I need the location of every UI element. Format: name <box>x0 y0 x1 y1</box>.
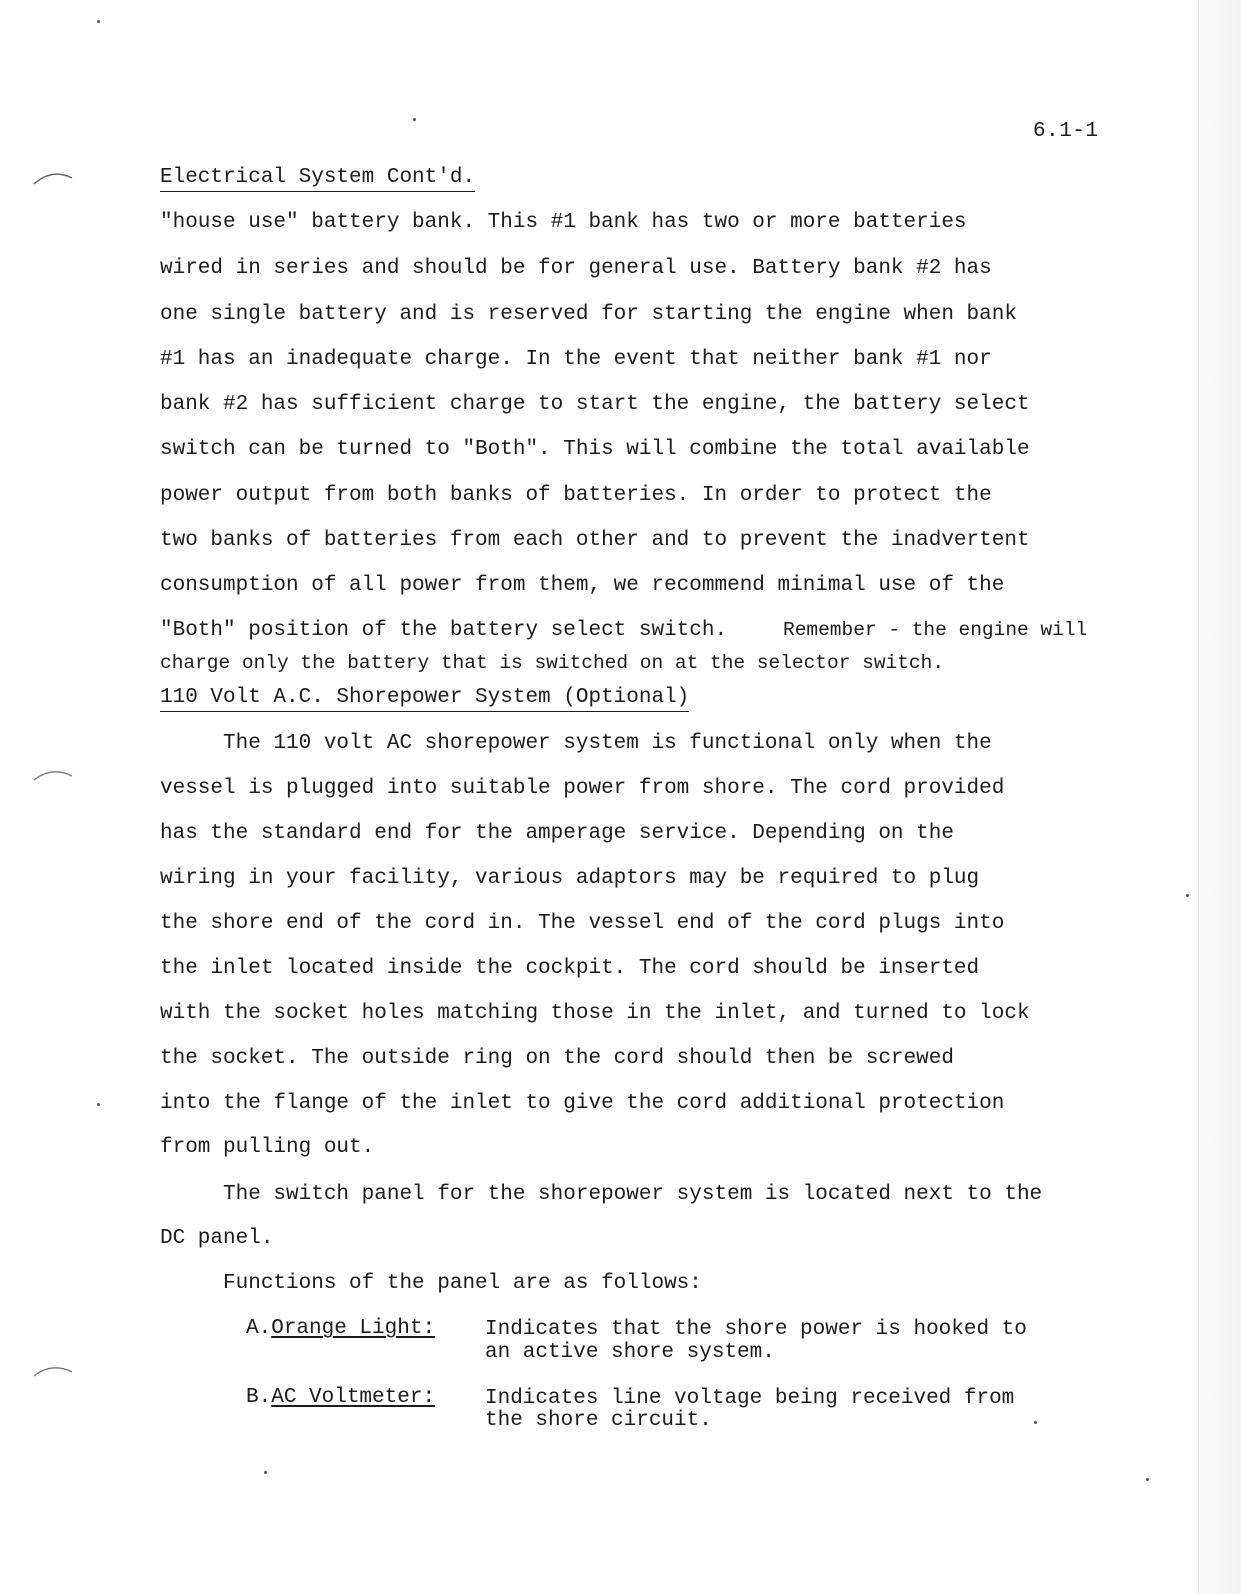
body-line-inserted: Remember - the engine will <box>783 619 1088 641</box>
body-line: has the standard end for the amperage service. Depending on the <box>160 822 954 845</box>
punch-hole-mark-middle <box>32 766 74 796</box>
body-line-inserted: charge only the battery that is switched on at the selector switch. <box>160 652 945 674</box>
body-line: #1 has an inadequate charge. In the event that neither bank #1 nor <box>160 348 992 371</box>
body-line: with the socket holes matching those in the inlet, and turned to lock <box>160 1002 1030 1025</box>
section-heading-shorepower-system: 110 Volt A.C. Shorepower System (Optional) <box>160 686 689 712</box>
body-line: The switch panel for the shorepower system is located next to the <box>160 1183 1043 1206</box>
punch-hole-mark-bottom <box>32 1362 74 1392</box>
function-item-a-desc: an active shore system. <box>485 1341 775 1364</box>
body-line: bank #2 has sufficient charge to start the engine, the battery select <box>160 393 1030 416</box>
function-item-a-desc: Indicates that the shore power is hooked to <box>485 1318 1027 1341</box>
function-item-b-label <box>246 1386 435 1410</box>
body-line: wiring in your facility, various adaptors may be required to plug <box>160 867 980 890</box>
item-prefix: B. <box>246 1386 272 1409</box>
body-line: "house use" battery bank. This #1 bank has two or more batteries <box>160 211 967 234</box>
function-item-a-label <box>246 1317 435 1341</box>
scan-speck <box>1146 1478 1149 1481</box>
body-line: one single battery and is reserved for starting the engine when bank <box>160 303 1017 326</box>
page-number: 6.1-1 <box>1033 120 1099 143</box>
scanned-page-edge <box>1198 0 1241 1594</box>
body-line: the shore end of the cord in. The vessel end of the cord plugs into <box>160 912 1005 935</box>
scan-speck <box>1034 1421 1037 1424</box>
scan-speck <box>1186 894 1189 897</box>
body-line: the socket. The outside ring on the cord should then be screwed <box>160 1047 954 1070</box>
body-line: from pulling out. <box>160 1136 375 1159</box>
body-line: wired in series and should be for general use. Battery bank #2 has <box>160 257 992 280</box>
body-line: The 110 volt AC shorepower system is functional only when the <box>160 732 992 755</box>
scan-speck <box>413 118 416 121</box>
punch-hole-mark-top <box>32 168 74 198</box>
body-line: power output from both banks of batteries. In order to protect the <box>160 484 992 507</box>
functions-intro: Functions of the panel are as follows: <box>160 1272 702 1295</box>
body-line: vessel is plugged into suitable power from shore. The cord provided <box>160 777 1005 800</box>
scan-speck <box>264 1471 267 1474</box>
body-line: two banks of batteries from each other and to prevent the inadvertent <box>160 529 1030 552</box>
body-line: the inlet located inside the cockpit. The cord should be inserted <box>160 957 980 980</box>
scan-speck <box>97 1103 100 1106</box>
body-line: "Both" position of the battery select switch. <box>160 619 728 642</box>
body-line: DC panel. <box>160 1227 274 1250</box>
body-line: consumption of all power from them, we recommend minimal use of the <box>160 574 1005 597</box>
item-label-ac-voltmeter: AC Voltmeter: <box>271 1386 436 1409</box>
scan-speck <box>97 20 100 23</box>
body-line: into the flange of the inlet to give the cord additional protection <box>160 1092 1005 1115</box>
function-item-b-desc: Indicates line voltage being received from <box>485 1387 1015 1410</box>
function-item-b-desc: the shore circuit. <box>485 1409 712 1432</box>
section-heading-electrical-system: Electrical System Cont'd. <box>160 166 475 192</box>
item-label-orange-light: Orange Light: <box>271 1317 436 1340</box>
body-line: switch can be turned to "Both". This will combine the total available <box>160 438 1030 461</box>
item-prefix: A. <box>246 1317 272 1340</box>
